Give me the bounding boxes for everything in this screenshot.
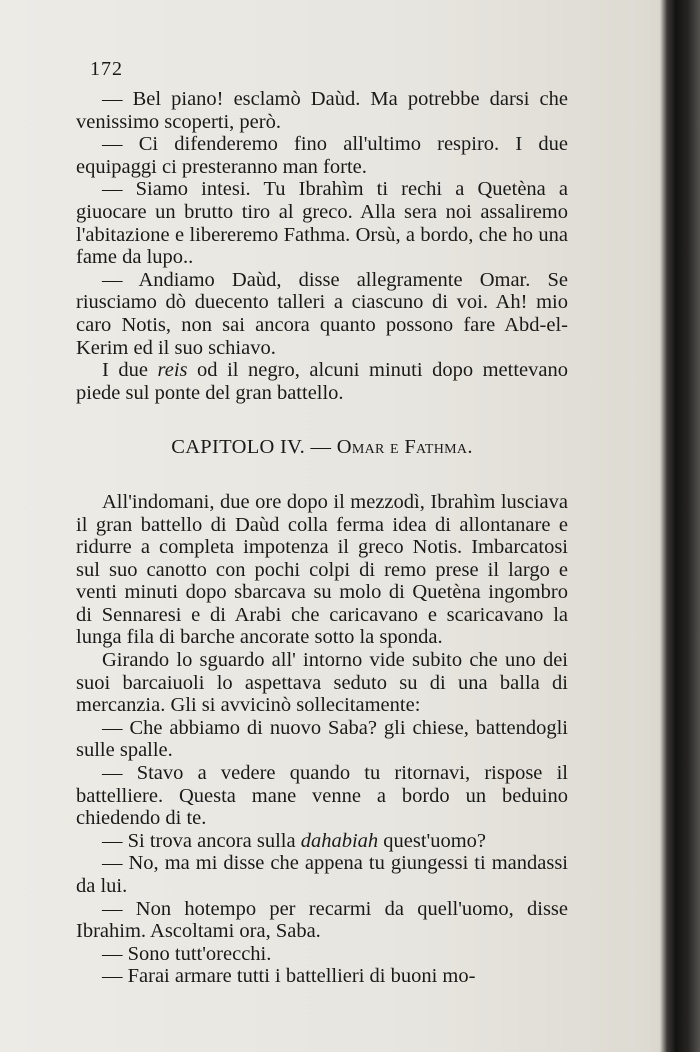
paragraph: — Che abbiamo di nuovo Saba? gli chiese, battendogli sulle spalle. xyxy=(76,716,568,762)
page-body xyxy=(76,88,568,988)
paragraph: I due reis od il negro, alcuni minuti dopo mettevano piede sul ponte del gran battello. xyxy=(76,359,568,404)
chapter-label: CAPITOLO IV. — xyxy=(171,436,332,459)
chapter-heading xyxy=(76,436,568,459)
paragraph: All'indomani, due ore dopo il mezzodì, Ibrahìm lusciava il gran battello di Daùd colla ferma idea di allontanare e ridurre a completa impotenza il greco Notis. Imbarcatosi sul suo canotto con pochi colpi di remo prese il largo e venti minuti dopo sbarcava su molo di Quetèna ingombro di Sennaresi e di Arabi che caricavano e scaricavano la lunga fila di barche ancorate sotto la sponda. xyxy=(76,490,568,649)
paragraph: — Bel piano! esclamò Daùd. Ma potrebbe darsi che venissimo scoperti, però. xyxy=(76,88,568,133)
book-spine-shadow xyxy=(660,0,700,1052)
paragraph: — Stavo a vedere quando tu ritornavi, rispose il battelliere. Questa mane venne a bordo un beduino chiedendo di te. xyxy=(76,762,568,830)
dialogue-text: quest'uomo? xyxy=(383,829,487,852)
paragraph: — No, ma mi disse che appena tu giungessi ti mandassi da lui. xyxy=(76,852,568,897)
paragraph: — Siamo intesi. Tu Ibrahìm ti rechi a Quetèna a giuocare un brutto tiro al greco. Alla sera noi assaliremo l'abitazione e libereremo Fathma. Orsù, a bordo, che ho una fame da lupo.. xyxy=(76,178,568,269)
paragraph: — Farai armare tutti i battellieri di buoni mo- xyxy=(102,965,476,988)
paragraph: — Sono tutt'orecchi. xyxy=(102,942,272,965)
chapter-title: Omar e Fathma. xyxy=(336,436,473,459)
paragraph: — Non hotempo per recarmi da quell'uomo, disse Ibrahim. Ascoltami ora, Saba. xyxy=(76,897,568,943)
dialogue-text: — Si trova ancora sulla xyxy=(102,829,296,852)
paragraph: Girando lo sguardo all' intorno vide subito che uno dei suoi barcaiuoli lo aspettava seduto su di una balla di mercanzia. Gli si avvicinò sollecitamente: xyxy=(76,649,568,717)
paragraph: — Andiamo Daùd, disse allegramente Omar. Se riusciamo dò duecento talleri a ciascuno di voi. Ah! mio caro Notis, non sai ancora quanto possono fare Abd-el-Kerim ed il suo schiavo. xyxy=(76,268,568,359)
reis-word: reis xyxy=(157,359,188,382)
dialogue-emphasis: dahabiah xyxy=(300,829,379,852)
paragraph xyxy=(76,830,568,853)
paragraph: — Ci difenderemo fino all'ultimo respiro. I due equipaggi ci presteranno man forte. xyxy=(76,133,568,178)
page-number: 172 xyxy=(90,58,123,80)
